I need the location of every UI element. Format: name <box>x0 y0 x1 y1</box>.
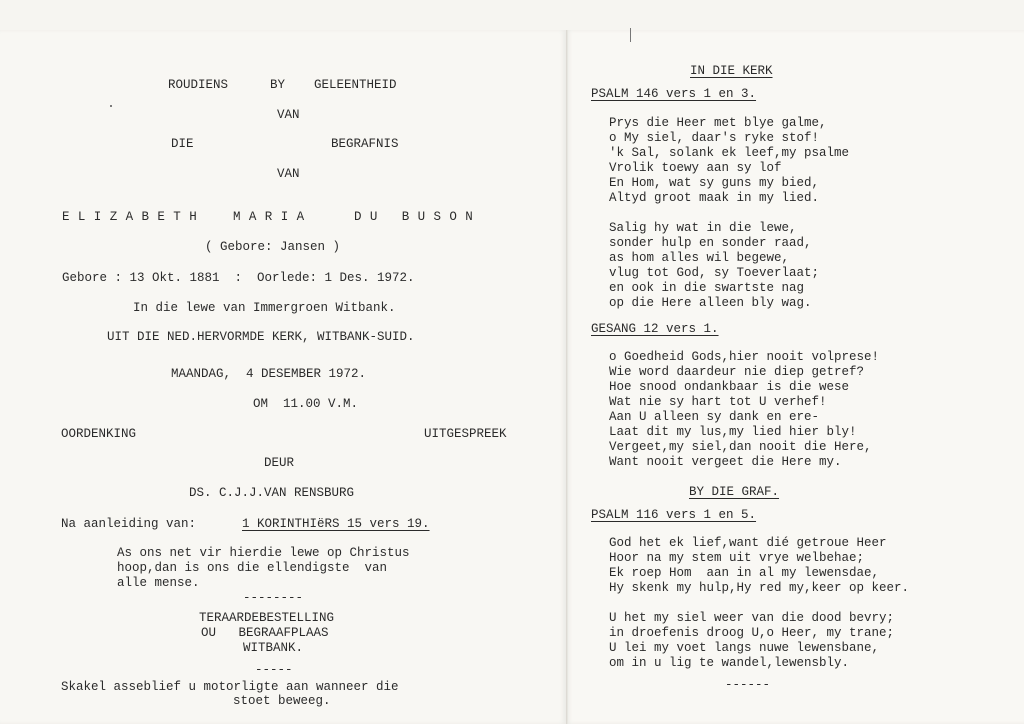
residence: In die lewe van Immergroen Witbank. <box>133 301 396 315</box>
hymn-line: 'k Sal, solank ek leef,my psalme <box>609 146 850 160</box>
oordenking-label: OORDENKING <box>61 427 137 441</box>
hymn-line: o Goedheid Gods,hier nooit volprese! <box>609 350 880 364</box>
burial-line: TERAARDEBESTELLING <box>199 611 335 625</box>
name-du-buson: DU BUSON <box>354 210 482 224</box>
title-roudiens: ROUDIENS <box>168 78 229 92</box>
hymn-line: Hoe snood ondankbaar is die wese <box>609 380 850 394</box>
hymn-line: en ook in die swartste nag <box>609 281 805 295</box>
church: UIT DIE NED.HERVORMDE KERK, WITBANK-SUID. <box>107 330 415 344</box>
psalm-146-heading: PSALM 146 vers 1 en 3. <box>591 87 757 101</box>
verse-line: As ons net vir hierdie lewe op Christus <box>117 546 410 560</box>
uitgespreek-label: UITGESPREEK <box>424 427 507 441</box>
name-elizabeth: ELIZABETH <box>62 210 206 224</box>
service-time: OM 11.00 V.M. <box>253 397 359 411</box>
hymn-line: sonder hulp en sonder raad, <box>609 236 812 250</box>
verse-line: alle mense. <box>117 576 200 590</box>
divider: ----- <box>255 663 293 677</box>
hymn-line: Ek roep Hom aan in al my lewensdae, <box>609 566 880 580</box>
hymn-line: Want nooit vergeet die Here my. <box>609 455 842 469</box>
hymn-line: U lei my voet langs nuwe lewensbane, <box>609 641 880 655</box>
hymn-line: op die Here alleen bly wag. <box>609 296 812 310</box>
heading-by-die-graf: BY DIE GRAF. <box>689 485 780 499</box>
notice-line: stoet beweeg. <box>233 694 331 708</box>
hymn-line: En Hom, wat sy guns my bied, <box>609 176 820 190</box>
title-geleentheid: GELEENTHEID <box>314 78 397 92</box>
paper-speck <box>110 105 112 107</box>
hymn-line: U het my siel weer van die dood bevry; <box>609 611 895 625</box>
heading-in-die-kerk: IN DIE KERK <box>690 64 773 78</box>
hymn-line: Laat dit my lus,my lied hier bly! <box>609 425 857 439</box>
gesang-12-heading: GESANG 12 vers 1. <box>591 322 719 336</box>
hymn-line: Vrolik toewy aan sy lof <box>609 161 782 175</box>
hymn-line: Hy skenk my hulp,Hy red my,keer op keer. <box>609 581 910 595</box>
birth-death-dates: Gebore : 13 Okt. 1881 : Oorlede: 1 Des. 1972. <box>62 271 415 285</box>
hymn-line: in droefenis droog U,o Heer, my trane; <box>609 626 895 640</box>
title-van-1: VAN <box>277 108 300 122</box>
title-begrafnis: BEGRAFNIS <box>331 137 399 151</box>
page-fold <box>566 30 568 724</box>
fold-mark <box>630 28 631 42</box>
verse-line: hoop,dan is ons die ellendigste van <box>117 561 388 575</box>
hymn-line: vlug tot God, sy Toeverlaat; <box>609 266 820 280</box>
name-maria: MARIA <box>233 210 313 224</box>
divider: -------- <box>243 591 304 605</box>
title-die: DIE <box>171 137 194 151</box>
scripture-reference: 1 KORINTHIëRS 15 vers 19. <box>242 517 430 531</box>
psalm-116-heading: PSALM 116 vers 1 en 5. <box>591 508 757 522</box>
burial-line: OU BEGRAAFPLAAS <box>201 626 329 640</box>
hymn-line: Hoor na my stem uit vrye welbehae; <box>609 551 865 565</box>
hymn-line: o My siel, daar's ryke stof! <box>609 131 820 145</box>
hymn-line: Prys die Heer met blye galme, <box>609 116 827 130</box>
notice-line: Skakel asseblief u motorligte aan wanneer die <box>61 680 399 694</box>
hymn-line: Vergeet,my siel,dan nooit die Here, <box>609 440 872 454</box>
title-van-2: VAN <box>277 167 300 181</box>
burial-line: WITBANK. <box>243 641 304 655</box>
service-date: MAANDAG, 4 DESEMBER 1972. <box>171 367 367 381</box>
hymn-line: Aan U alleen sy dank en ere- <box>609 410 820 424</box>
end-divider: ------ <box>725 678 771 692</box>
hymn-line: Salig hy wat in die lewe, <box>609 221 797 235</box>
hymn-line: as hom alles wil begewe, <box>609 251 790 265</box>
hymn-line: Wat nie sy hart tot U verhef! <box>609 395 827 409</box>
maiden-name: ( Gebore: Jansen ) <box>205 240 341 254</box>
minister-name: DS. C.J.J.VAN RENSBURG <box>189 486 355 500</box>
title-by: BY <box>270 78 286 92</box>
hymn-line: Altyd groot maak in my lied. <box>609 191 820 205</box>
scripture-intro: Na aanleiding van: <box>61 517 197 531</box>
hymn-line: God het ek lief,want dié getroue Heer <box>609 536 887 550</box>
hymn-line: Wie word daardeur nie diep getref? <box>609 365 865 379</box>
deur-label: DEUR <box>264 456 295 470</box>
hymn-line: om in u lig te wandel,lewensbly. <box>609 656 850 670</box>
